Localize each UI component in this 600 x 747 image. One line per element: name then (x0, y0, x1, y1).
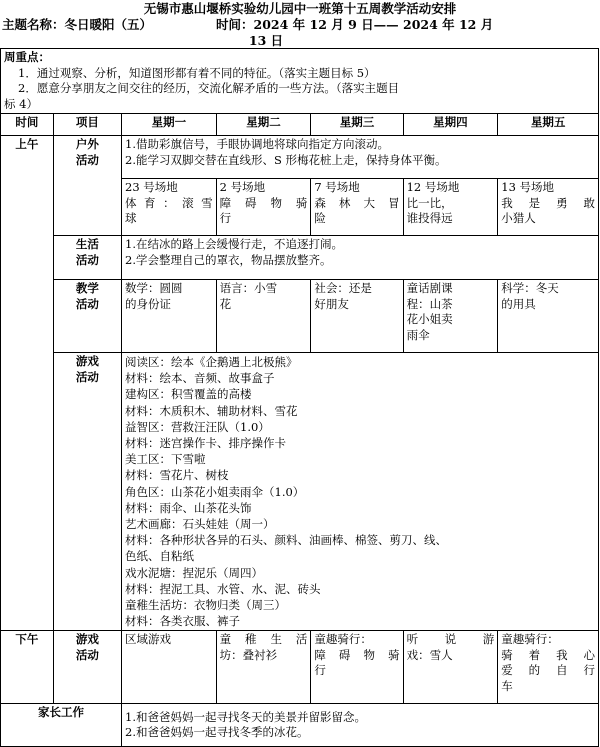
col-header-item: 项目 (53, 114, 121, 136)
outdoor-fri-line1: 13 号场地 (501, 180, 555, 194)
teaching-thu-line3: 花小姐卖 (406, 312, 453, 326)
game-line: 阅读区：绘本《企鹅遇上北极熊》 (125, 355, 298, 369)
outdoor-thu-line3: 谁投得远 (406, 211, 453, 225)
game-line: 建构区：积雪覆盖的高楼 (125, 387, 252, 402)
date-range (216, 17, 600, 49)
schedule-table (0, 48, 599, 747)
col-header-tue: 星期二 (216, 114, 311, 136)
game-line: 材料：迷宫操作卡、排序操作卡 (125, 436, 287, 451)
afternoon-tue-line2: 坊：叠衬衫 (219, 647, 278, 662)
outdoor-goals-row (1, 136, 599, 179)
category-game (53, 353, 121, 631)
weekly-focus (1, 49, 599, 114)
life-row (1, 236, 599, 280)
col-header-fri: 星期五 (498, 114, 599, 136)
teaching-mon-line1: 数学：圆圆 (125, 281, 183, 295)
afternoon-row (1, 631, 599, 704)
focus-item-2-cont: 标 4） (4, 96, 38, 111)
teaching-thu-line1: 童话剧课 (406, 281, 453, 295)
outdoor-tue-line1: 2 号场地 (219, 180, 266, 194)
teaching-tue-line1: 语言：小雪 (219, 281, 278, 295)
category-afternoon-line1: 游戏 (75, 632, 99, 647)
family-row (1, 704, 599, 747)
outdoor-mon (122, 179, 217, 236)
col-header-wed: 星期三 (311, 114, 403, 136)
document-title: 无锡市惠山堰桥实验幼儿园中一班第十五周教学活动安排 (143, 1, 457, 16)
outdoor-wed-line1: 7 号场地 (314, 180, 360, 194)
period-morning: 上午 (1, 136, 54, 631)
afternoon-fri (498, 631, 599, 704)
date-range-line2: 13 日 (248, 33, 284, 48)
teaching-thu-line2: 程：山茶 (406, 296, 453, 311)
family-label: 家长工作 (1, 704, 122, 747)
outdoor-thu-line1: 12 号场地 (406, 180, 460, 194)
game-line: 材料：雨伞、山茶花头饰 (125, 500, 252, 515)
outdoor-goals (122, 136, 599, 179)
teaching-fri-line2: 的用具 (501, 296, 536, 311)
afternoon-wed-line2: 障 碍 物 骑 (314, 647, 400, 662)
afternoon-mon-line1: 区域游戏 (125, 632, 172, 647)
teaching-fri (498, 280, 599, 353)
afternoon-tue (216, 631, 311, 704)
game-line: 材料：雪花片、树枝 (125, 468, 229, 483)
outdoor-tue-line3: 行 (219, 211, 232, 225)
outdoor-wed-line3: 险 (314, 211, 326, 225)
category-teaching (53, 280, 121, 353)
outdoor-fri-line3: 小猎人 (501, 211, 536, 225)
game-line: 色纸、自粘纸 (125, 549, 195, 564)
game-line: 童稚生活坊：衣物归类（周三） (125, 598, 287, 613)
game-row (1, 353, 599, 631)
afternoon-mon (122, 631, 217, 704)
afternoon-thu-line2: 戏：雪人 (406, 647, 453, 662)
game-line: 艺术画廊：石头娃娃（周一） (125, 517, 275, 532)
afternoon-wed (311, 631, 403, 704)
teaching-mon-line2: 的身份证 (125, 296, 172, 311)
afternoon-fri-line3: 爱 的 自 行 (501, 663, 595, 678)
outdoor-wed (311, 179, 403, 236)
family-line-1: 1.和爸爸妈妈一起寻找冬天的美景并留影留念。 (125, 709, 366, 724)
teaching-row (1, 280, 599, 353)
life-content (122, 236, 599, 280)
teaching-thu (403, 280, 498, 353)
life-line-1: 1.在结冰的路上会缓慢行走，不追逐打闹。 (125, 237, 343, 251)
header-row (1, 114, 599, 136)
game-line: 材料：捏泥工具、水管、水、泥、砖头 (125, 581, 321, 596)
outdoor-thu (403, 179, 498, 236)
game-line: 益智区：营救汪汪队（1.0） (125, 419, 270, 434)
game-line: 角色区：山茶花小姐卖雨伞（1.0） (125, 484, 305, 499)
category-game-line1: 游戏 (75, 354, 99, 368)
date-range-line1: 时间：2024 年 12 月 9 日—— 2024 年 12 月 (216, 17, 494, 32)
outdoor-fri (498, 179, 599, 236)
game-line: 材料：各种形状各异的石头、颜料、油画棒、棉签、剪刀、线、 (125, 533, 448, 548)
game-line: 戏水泥塘：捏泥乐（周四） (125, 565, 264, 580)
col-header-time: 时间 (1, 114, 54, 136)
category-afternoon-game (53, 631, 121, 704)
category-outdoor (53, 136, 121, 236)
game-line: 材料：各类衣服、裤子 (125, 614, 241, 629)
teaching-mon (122, 280, 217, 353)
outdoor-tue-line2: 障 碍 物 骑 (219, 195, 308, 210)
teaching-wed (311, 280, 403, 353)
life-line-2: 2.学会整理自己的罩衣，物品摆放整齐。 (125, 252, 332, 267)
game-line: 材料：木质积木、辅助材料、雪花 (125, 403, 298, 418)
afternoon-tue-line1: 童 稚 生 活 (219, 632, 308, 647)
game-line: 美工区：下雪啦 (125, 452, 206, 467)
teaching-wed-line1: 社会：还是 (314, 281, 372, 295)
category-outdoor-line1: 户外 (75, 137, 99, 151)
afternoon-fri-line2: 骑 着 我 心 (501, 647, 595, 662)
category-teaching-line2: 活动 (75, 296, 99, 311)
col-header-thu: 星期四 (403, 114, 498, 136)
family-line-2: 2.和爸爸妈妈一起寻找冬季的冰花。 (125, 725, 309, 740)
col-header-mon: 星期一 (122, 114, 217, 136)
outdoor-tue (216, 179, 311, 236)
teaching-wed-line2: 好朋友 (314, 296, 349, 311)
teaching-tue-line2: 花 (219, 296, 232, 311)
teaching-fri-line1: 科学：冬天 (501, 281, 559, 295)
category-teaching-line1: 教学 (75, 281, 99, 295)
category-life-line2: 活动 (75, 252, 99, 267)
theme-name: 主题名称：冬日暖阳（五） (2, 17, 153, 32)
teaching-thu-line4: 雨伞 (406, 327, 430, 342)
outdoor-goal-2: 2.能学习双脚交替在直线形、S 形梅花桩上走，保持身体平衡。 (125, 152, 447, 167)
category-outdoor-line2: 活动 (75, 152, 99, 167)
outdoor-goal-1: 1.借助彩旗信号，手眼协调地将球向指定方向滚动。 (125, 137, 389, 151)
focus-row (1, 49, 599, 114)
teaching-tue (216, 280, 311, 353)
outdoor-wed-line2: 森 林 大 冒 (314, 195, 400, 210)
category-life-line1: 生活 (75, 237, 99, 251)
afternoon-thu (403, 631, 498, 704)
afternoon-wed-line3: 行 (314, 663, 326, 678)
family-content (122, 704, 599, 747)
afternoon-thu-line1: 听 说 游 (406, 632, 495, 647)
afternoon-wed-line1: 童趣骑行： (314, 632, 372, 647)
category-afternoon-line2: 活动 (75, 647, 99, 662)
outdoor-mon-line3: 球 (125, 211, 137, 225)
afternoon-fri-line1: 童趣骑行： (501, 632, 559, 647)
outdoor-mon-line1: 23 号场地 (125, 180, 178, 194)
focus-item-2: 2．愿意分享朋友之间交往的经历，交流化解矛盾的一些方法。（落实主题目 (18, 81, 400, 95)
outdoor-thu-line2: 比一比， (406, 195, 453, 210)
afternoon-fri-line4: 车 (501, 678, 513, 693)
outdoor-fri-line2: 我 是 勇 敢 (501, 195, 595, 210)
weekly-focus-heading: 周重点： (4, 50, 50, 64)
period-afternoon: 下午 (1, 631, 54, 704)
category-life (53, 236, 121, 280)
category-game-line2: 活动 (75, 369, 99, 384)
focus-item-1: 1．通过观察、分析，知道图形都有着不同的特征。（落实主题目标 5） (18, 65, 376, 80)
game-content (122, 353, 599, 631)
game-line: 材料：绘本、音频、故事盒子 (125, 371, 275, 386)
outdoor-mon-line2: 体育：滚雪 (125, 195, 213, 210)
